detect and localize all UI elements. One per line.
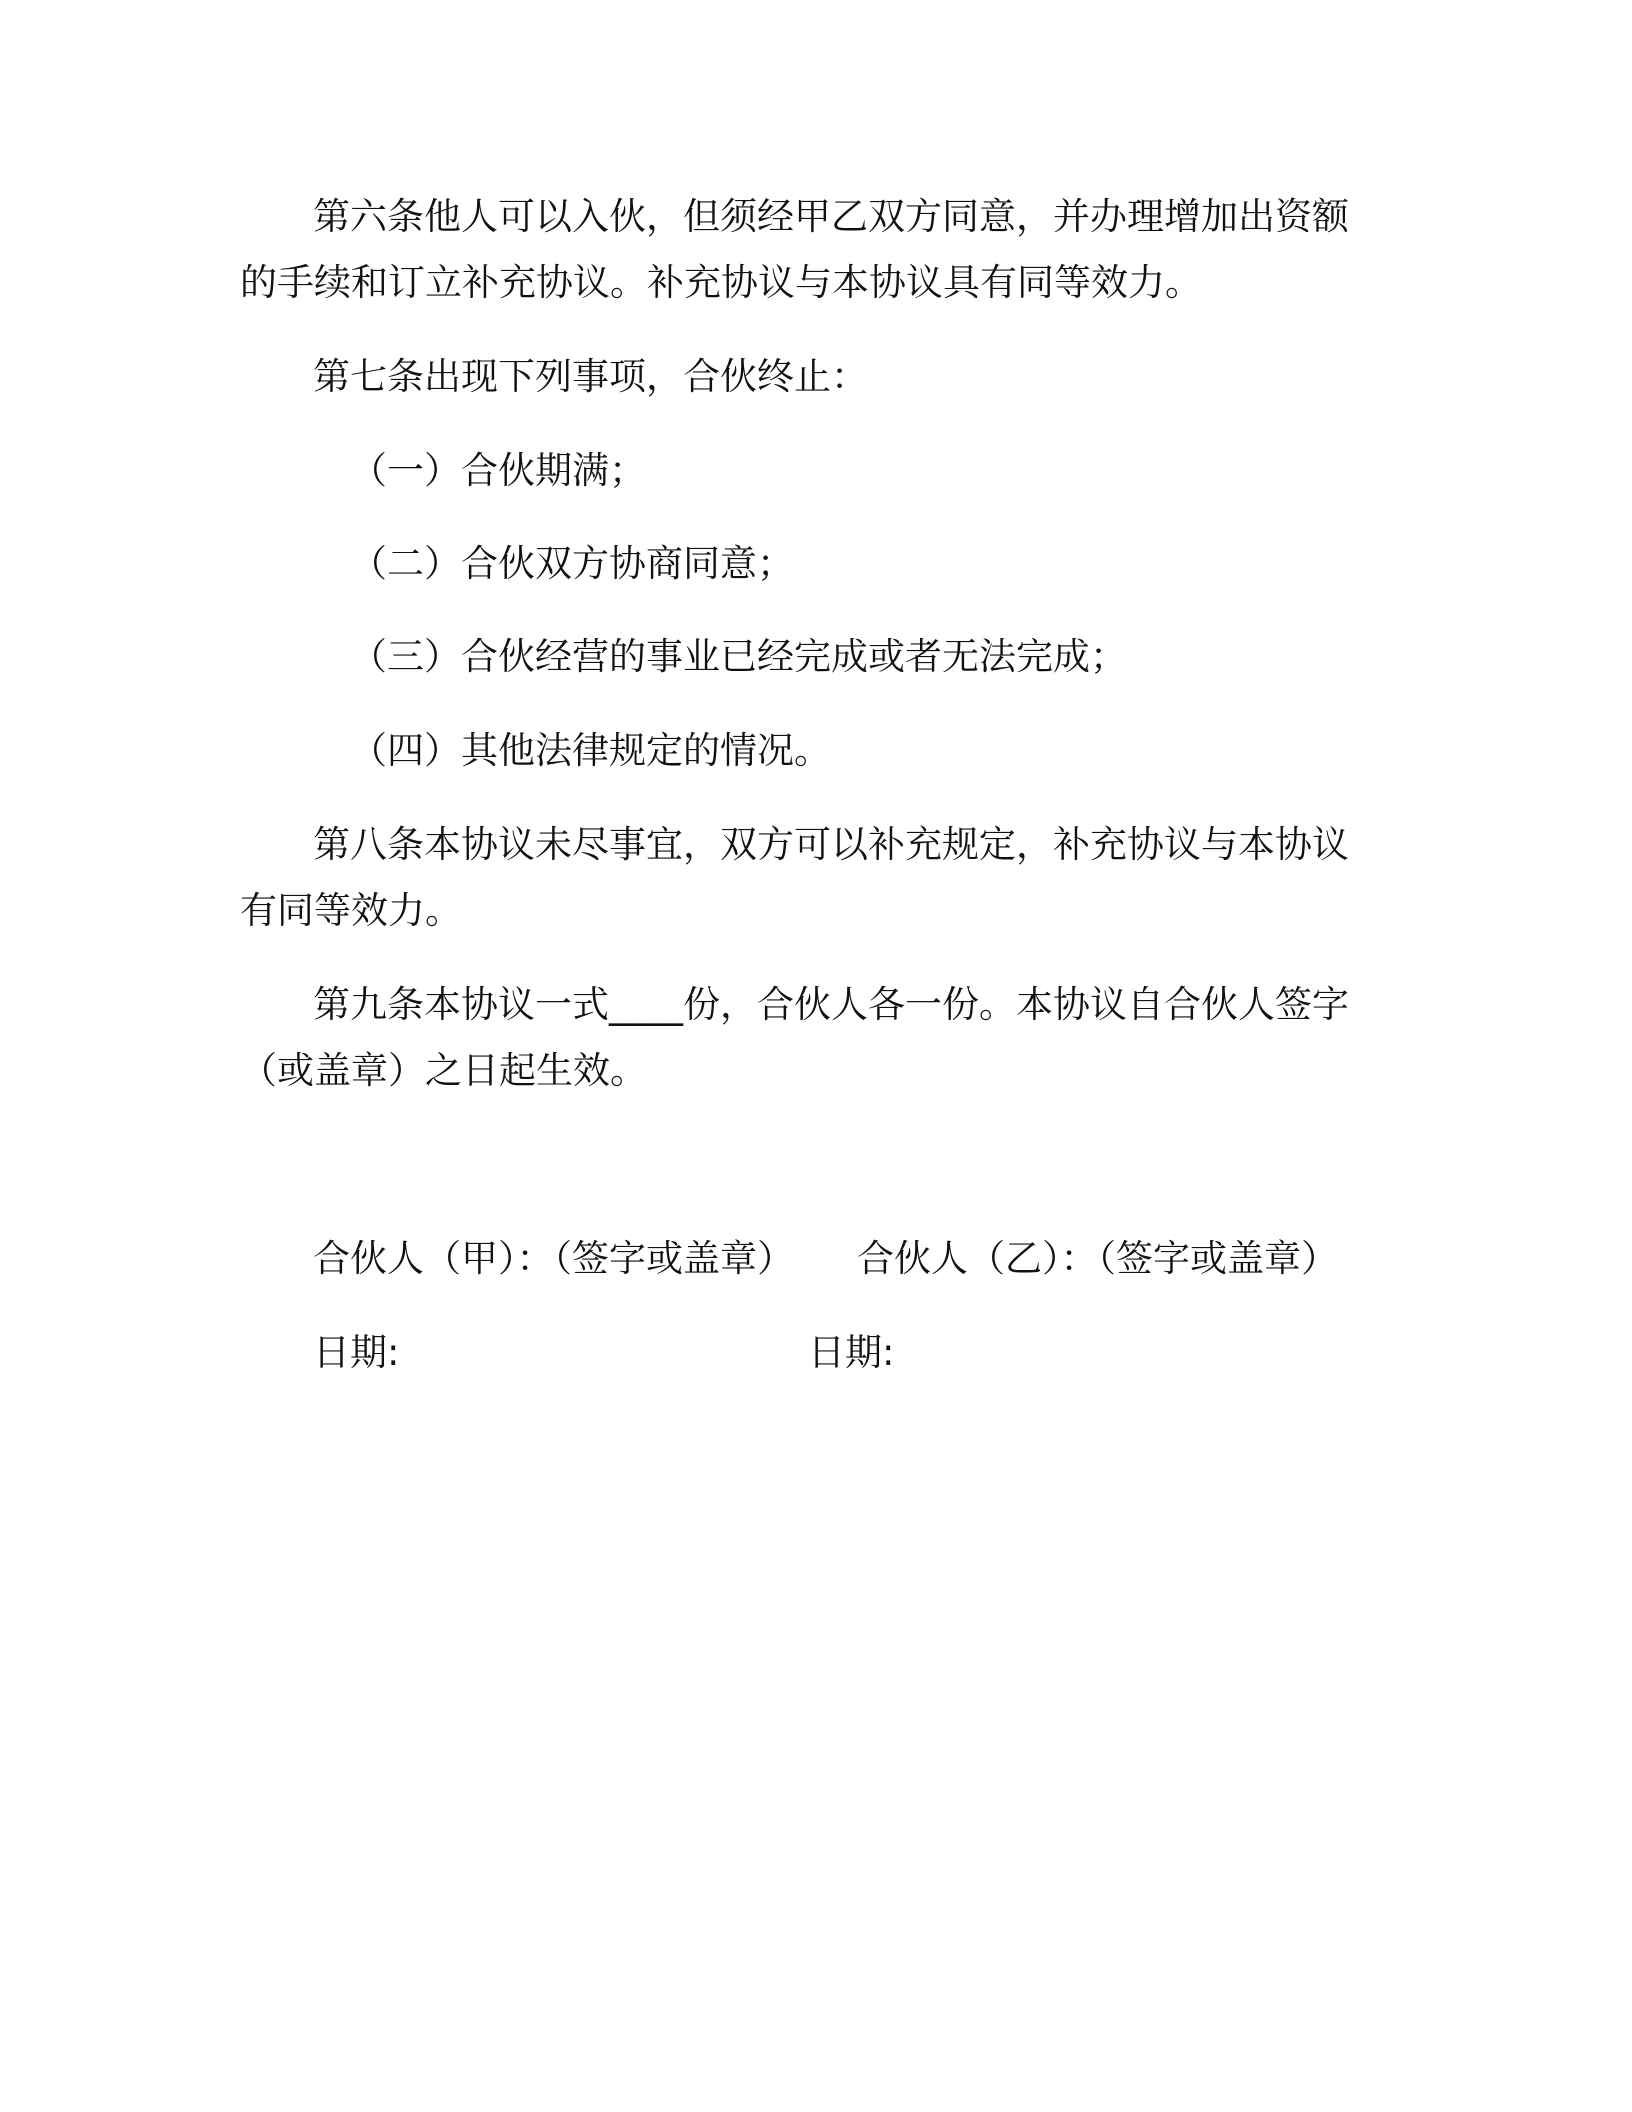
article-7-intro: 第七条出现下列事项，合伙终止： (313, 355, 868, 398)
article-7-item-1: （一）合伙期满； (350, 449, 646, 492)
article-7-item-4: （四）其他法律规定的情况。 (350, 729, 831, 772)
party-b-date: 日期: (808, 1331, 895, 1374)
article-9-line-1: 第九条本协议一式____份，合伙人各一份。本协议自合伙人签字 (313, 983, 1349, 1026)
article-6-line-2: 的手续和订立补充协议。补充协议与本协议具有同等效力。 (240, 261, 1202, 304)
party-a-signature: 合伙人（甲）：（签字或盖章） (313, 1237, 794, 1280)
party-a-date: 日期: (313, 1331, 400, 1374)
article-8-line-1: 第八条本协议未尽事宜，双方可以补充规定，补充协议与本协议 (313, 823, 1349, 866)
article-7-item-3: （三）合伙经营的事业已经完成或者无法完成； (350, 635, 1127, 678)
party-b-signature: 合伙人（乙）：（签字或盖章） (857, 1237, 1338, 1280)
article-9-line-2: （或盖章）之日起生效。 (240, 1049, 647, 1092)
article-7-item-2: （二）合伙双方协商同意； (350, 542, 794, 585)
article-8-line-2: 有同等效力。 (240, 889, 462, 932)
article-6-line-1: 第六条他人可以入伙，但须经甲乙双方同意，并办理增加出资额 (313, 195, 1349, 238)
